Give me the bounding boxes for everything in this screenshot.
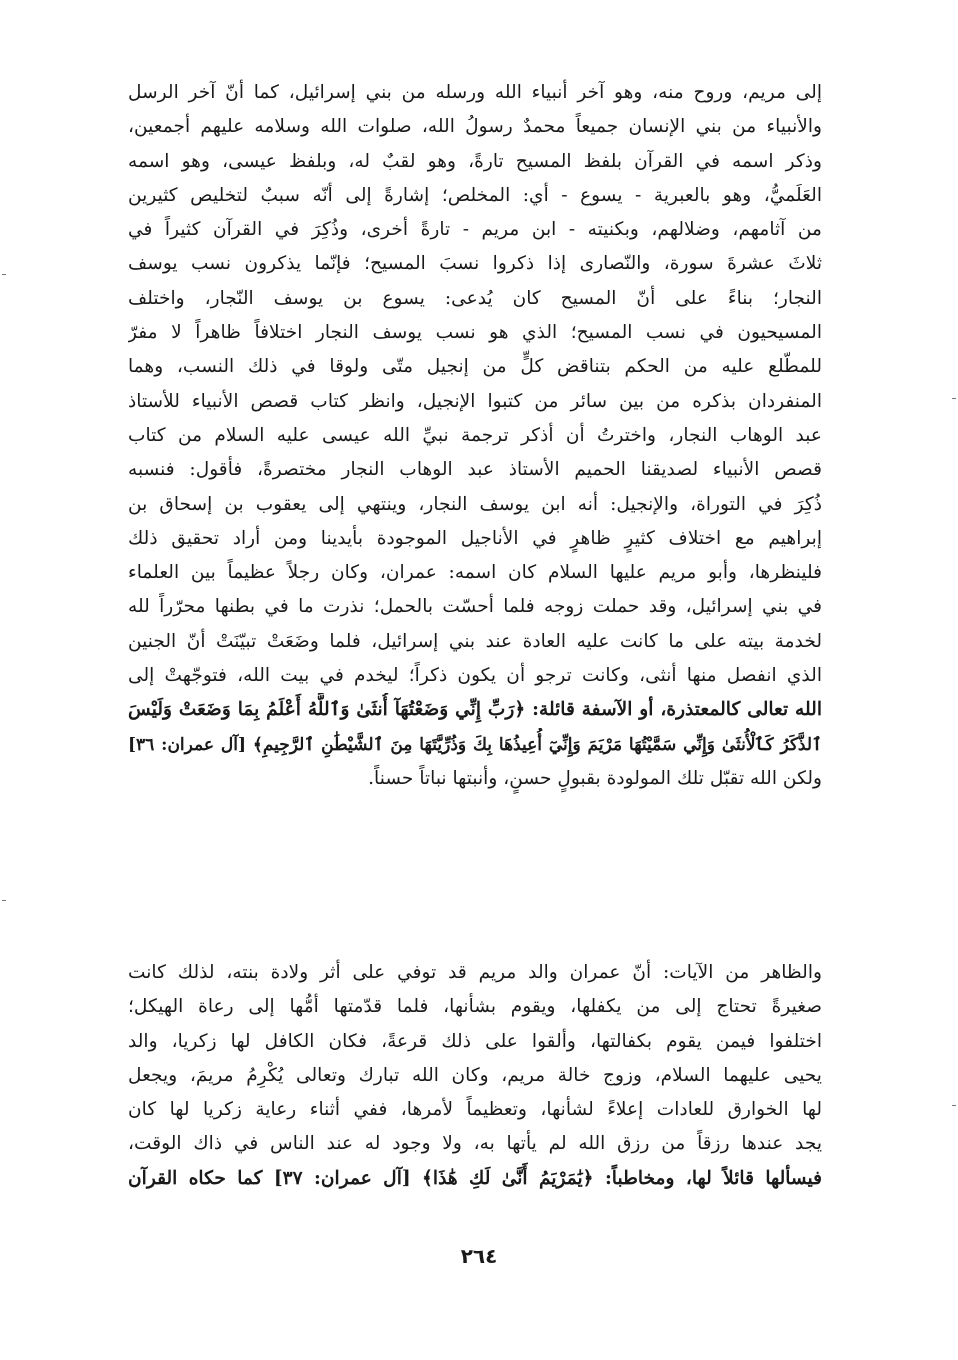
text-line: ولكن الله تقبّل تلك المولودة بقبولٍ حسنٍ، وأنبتها نباتاً حسناً.: [368, 767, 822, 789]
text-line: المنفردان بذكره من بين سائر من كتبوا الإنجيل، وانظر كتاب قصص الأنبياء للأستاذ: [128, 390, 822, 412]
paragraph-jesus-lineage: [128, 76, 822, 796]
text-line: ذُكِرَ في التوراة، والإنجيل: أنه ابن يوسف النجار، وينتهي إلى يعقوب بن إسحاق بن: [128, 493, 822, 515]
text-line: والأنبياء من بني الإنسان جميعاً محمدٌ رسولُ الله، صلوات الله وسلامه عليهم أجمعين،: [128, 116, 822, 138]
text-line: من آثامهم، وضلالهم، وبكنيته - ابن مريم - تارةً أخرى، وذُكِرَ في القرآن كثيراً في: [128, 219, 822, 241]
text-line: المسيحيون في نسب المسيح؛ الذي هو نسب يوسف النجار اختلافاً ظاهراً لا مفرّ: [128, 322, 822, 344]
text-line: الذي انفصل منها أنثى، وكانت ترجو أن يكون ذكراً؛ ليخدم في بيت الله، فتوجّهتْ إلى: [128, 665, 822, 687]
text-line: وذكر اسمه في القرآن بلفظ المسيح تارةً، وهو لقبٌ له، وبلفظ عيسى، وهو اسمه: [128, 150, 822, 172]
text-line: عبد الوهاب النجار، واخترتُ أن أذكر ترجمة نبيِّ الله عيسى عليه السلام من كتاب: [128, 424, 822, 446]
text-line: للمطّلع عليه من الحكم بتناقض كلٍّ من إنجيل متّى ولوقا في ذلك النسب، وهما: [128, 356, 822, 378]
scan-edge-mark: [2, 274, 6, 275]
text-line: النجار؛ بناءً على أنّ المسيح كان يُدعى: يسوع بن يوسف النّجار، واختلف: [128, 287, 822, 309]
text-line: في بني إسرائيل، وقد حملت زوجه فلما أحسّت بالحمل؛ نذرت ما في بطنها محرّراً لله: [128, 596, 822, 618]
text-line: اختلفوا فيمن يقوم بكفالتها، وألقوا على ذلك قرعةً، فكان الكافل لها زكريا، والد: [128, 1030, 822, 1052]
text-line: صغيرةً تحتاج إلى من يكفلها، ويقوم بشأنها، فلما قدّمتها أمُّها إلى رعاة الهيكل؛: [128, 996, 822, 1018]
text-line: قصص الأنبياء لصديقنا الحميم الأستاذ عبد الوهاب النجار مختصرةً، فأقول: فنسبه: [128, 459, 822, 481]
text-line: يحيى عليهما السلام، وزوج خالة مريم، وكان الله تبارك وتعالى يُكْرِمُ مريمَ، ويجعل: [128, 1064, 822, 1086]
scan-edge-mark: [2, 900, 6, 901]
text-line: إبراهيم مع اختلاف كثيرٍ ظاهرٍ في الأناجيل الموجودة بأيدينا ومن أراد تحقيق ذلك: [128, 527, 822, 549]
text-line: لخدمة بيته على ما كانت عليه العادة عند بني إسرائيل، فلما وضَعَتْ تبيّنَتْ أنّ الجنين: [128, 630, 822, 652]
text-line: فلينظرها، وأبو مريم عليها السلام كان اسمه: عمران، وكان رجلاً عظيماً بين العلماء: [128, 562, 822, 584]
text-line: لها الخوارق للعادات إعلاءً لشأنها، وتعظيماً لأمرها، ففي أثناء رعاية زكريا لها كان: [128, 1099, 822, 1121]
scan-edge-mark: [952, 1105, 956, 1106]
paragraph-maryam-guardianship: [128, 956, 822, 1196]
scan-edge-mark: [952, 398, 956, 399]
text-line: يجد عندها رزقاً من رزق الله لم يأتها به، ولا وجود له عند الناس في ذاك الوقت،: [128, 1133, 822, 1155]
text-line: ثلاثَ عشرةَ سورة، والنّصارى إذا ذكروا نسبَ المسيح؛ فإنّما يذكرون نسب يوسف: [128, 253, 822, 275]
text-line: إلى مريم، وروح منه، وهو آخر أنبياء الله ورسله من بني إسرائيل، كما أنّ آخر الرسل: [128, 82, 822, 103]
quran-verse-line: الله تعالى كالمعتذرة، أو الآسفة قائلة: ﴿رَبِّ إِنِّي وَضَعْتُهَآ أُنثَىٰ وَٱللَّهُ أَعْلَمُ بِمَا وَضَعَتْ وَلَيْسَ: [128, 699, 822, 721]
quran-verse-line: ٱلذَّكَرُ كَٱلْأُنثَىٰ وَإِنِّي سَمَّيْتُهَا مَرْيَمَ وَإِنِّيٓ أُعِيذُهَا بِكَ وَذُرِّيَّتَهَا مِنَ ٱلشَّيْطَٰنِ ٱلرَّجِيمِ﴾ [آل عمران: ٣٦]: [128, 734, 822, 755]
text-line: العَلَميُّ، وهو بالعبرية - يسوع - أي: المخلص؛ إشارةً إلى أنّه سببٌ لتخليص كثيرين: [128, 184, 822, 206]
page-number: ٢٦٤: [460, 1244, 498, 1268]
quran-verse-line: فيسألها قائلاً لها، ومخاطباً: ﴿يَٰمَرْيَمُ أَنَّىٰ لَكِ هَٰذَا﴾ [آل عمران: ٣٧] كما حكاه القرآن: [128, 1167, 822, 1189]
text-line: والظاهر من الآيات: أنّ عمران والد مريم قد توفي على أثر ولادة بنته، لذلك كانت: [128, 962, 822, 983]
